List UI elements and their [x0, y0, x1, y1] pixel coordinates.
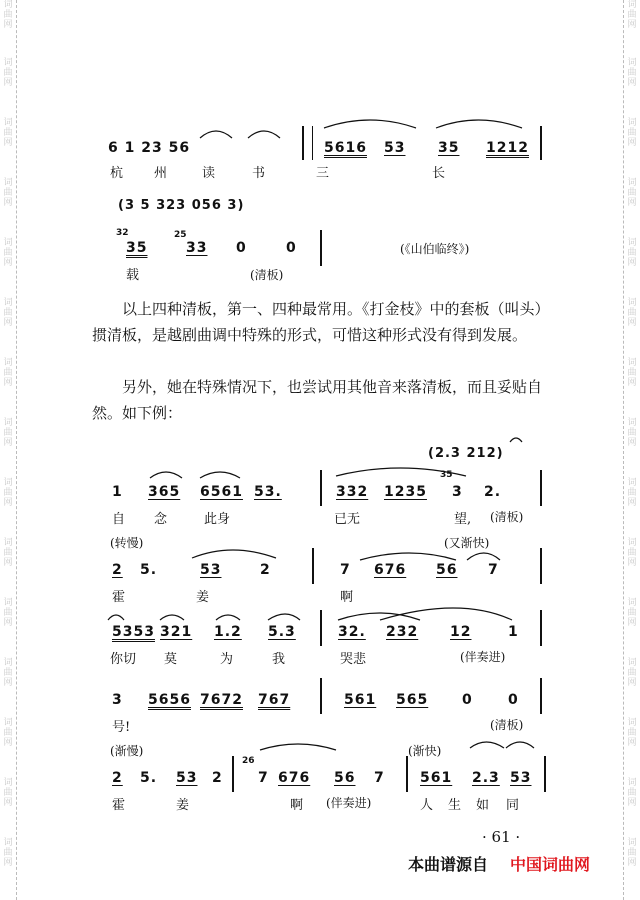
parenthesized-notes: (3 5 323 056 3)	[118, 198, 245, 213]
note: 3	[112, 692, 123, 708]
lyric: 人	[420, 798, 434, 813]
note-group: 6561	[200, 484, 243, 500]
watermark-text: 词曲网	[627, 658, 637, 688]
note-group: 35	[126, 240, 148, 256]
barline	[540, 548, 542, 584]
page-number: · 61 ·	[482, 828, 521, 846]
watermark-text: 词曲网	[3, 418, 13, 448]
watermark-text: 词曲网	[3, 538, 13, 568]
tempo-marking: (转慢)	[110, 536, 144, 550]
parenthesized-notes: (2.3 212)	[428, 446, 504, 461]
watermark-text: 词曲网	[3, 58, 13, 88]
lyric: 载	[126, 268, 140, 283]
note: 1	[112, 484, 123, 500]
note: 7	[258, 770, 269, 786]
note-group: 321	[160, 624, 193, 640]
lyric: 啊	[340, 590, 354, 605]
barline	[544, 756, 546, 792]
watermark-text: 词曲网	[627, 0, 637, 30]
note-group: 32.	[338, 624, 366, 640]
watermark-text: 词曲网	[627, 538, 637, 568]
lyric: 姜	[176, 798, 190, 813]
note-group: 2.3	[472, 770, 500, 786]
watermark-text: 词曲网	[627, 358, 637, 388]
lyric: 霍	[112, 590, 126, 605]
note: 0	[508, 692, 519, 708]
lyric: 莫	[164, 652, 178, 667]
watermark-text: 词曲网	[3, 658, 13, 688]
note-group: 53	[176, 770, 198, 786]
tempo-marking: (渐快)	[408, 744, 442, 758]
note: 5.	[140, 562, 158, 578]
watermark-text: 词曲网	[627, 178, 637, 208]
watermark-text: 词曲网	[627, 598, 637, 628]
watermark-text: 词曲网	[627, 118, 637, 148]
note: 0	[462, 692, 473, 708]
barline	[320, 470, 322, 506]
watermark-text: 词曲网	[627, 418, 637, 448]
watermark-text: 词曲网	[3, 238, 13, 268]
barline	[406, 756, 408, 792]
lyric: 望,	[454, 512, 472, 527]
lyric: 读	[202, 166, 216, 181]
note-group: 7672	[200, 692, 243, 708]
barline	[302, 126, 304, 160]
watermark-text: 词曲网	[627, 298, 637, 328]
note-group: 1.2	[214, 624, 242, 640]
lyric: 州	[154, 166, 168, 181]
watermark-text: 词曲网	[3, 478, 13, 508]
lyric: 你切	[110, 652, 137, 667]
note-group: 561	[420, 770, 453, 786]
lyric: 已无	[334, 512, 361, 527]
note-group: 232	[386, 624, 419, 640]
grace-note: 35	[440, 470, 453, 480]
note-group: 767	[258, 692, 291, 708]
watermark-text: 词曲网	[3, 718, 13, 748]
note: 1	[508, 624, 519, 640]
barline	[320, 230, 322, 266]
lyric: 我	[272, 652, 286, 667]
lyric: 啊	[290, 798, 304, 813]
body-paragraph: 以上四种清板，第一、四种最常用。《打金枝》中的套板（叫头）掼清板，是越剧曲调中特殊的形式，可惜这种形式没有得到发展。	[92, 300, 550, 344]
note-group: 56	[436, 562, 458, 578]
lyric: 为	[220, 652, 234, 667]
lyric: 念	[154, 512, 168, 527]
source-credit	[408, 852, 590, 875]
note: 2.	[484, 484, 502, 500]
watermark-text: 词曲网	[3, 598, 13, 628]
qingban-annotation: (清板)	[490, 510, 524, 524]
note: 7	[374, 770, 385, 786]
note-group: 365	[148, 484, 181, 500]
watermark-text: 词曲网	[627, 718, 637, 748]
piece-reference: (《山伯临终》)	[400, 242, 470, 256]
barline	[312, 126, 313, 160]
note: 2	[112, 770, 123, 786]
lyric: 此身	[204, 512, 231, 527]
note: 2	[212, 770, 223, 786]
note: 7	[340, 562, 351, 578]
lyric: 姜	[196, 590, 210, 605]
note-group: 53	[510, 770, 532, 786]
lyric: 杭	[110, 166, 124, 181]
note-group: 676	[374, 562, 407, 578]
note-group: 53	[384, 140, 406, 156]
watermark-text: 词曲网	[627, 838, 637, 868]
accompaniment-annotation: (伴奏进)	[326, 796, 372, 810]
watermark-text: 词曲网	[3, 778, 13, 808]
lyric: 自	[112, 512, 126, 527]
lyric: 如	[476, 798, 490, 813]
note-group: 5353	[112, 624, 155, 640]
grace-note: 26	[242, 756, 255, 766]
lyric: 生	[448, 798, 462, 813]
tempo-marking: (渐慢)	[110, 744, 144, 758]
watermark-text: 词曲网	[3, 118, 13, 148]
note-group: 561	[344, 692, 377, 708]
watermark-text: 词曲网	[3, 178, 13, 208]
note-group: 332	[336, 484, 369, 500]
barline	[320, 610, 322, 646]
barline	[540, 470, 542, 506]
note-group: 5616	[324, 140, 367, 156]
qingban-annotation: (清板)	[490, 718, 524, 732]
lyric: 书	[252, 166, 266, 181]
accompaniment-annotation: (伴奏进)	[460, 650, 506, 664]
tempo-marking: (又渐快)	[444, 536, 490, 550]
barline	[232, 756, 234, 792]
note: 2	[260, 562, 271, 578]
lyric: 同	[506, 798, 520, 813]
source-label: 本曲谱源自	[408, 855, 489, 874]
barline	[540, 610, 542, 646]
note-group: 1235	[384, 484, 427, 500]
note-group: 33	[186, 240, 208, 256]
note: 0	[286, 240, 297, 256]
body-paragraph: 另外，她在特殊情况下，也尝试用其他音来落清板，而且妥贴自然。如下例：	[92, 378, 543, 422]
note-group: 35	[438, 140, 460, 156]
watermark-text: 词曲网	[3, 838, 13, 868]
note-group: 565	[396, 692, 429, 708]
note: 5.	[140, 770, 158, 786]
watermark-text: 词曲网	[627, 238, 637, 268]
grace-note: 25	[174, 230, 187, 240]
note: 7	[488, 562, 499, 578]
note-group: 53.	[254, 484, 282, 500]
barline	[540, 126, 542, 160]
note-group: 1212	[486, 140, 529, 156]
note: 2	[112, 562, 123, 578]
watermark-text: 词曲网	[3, 358, 13, 388]
lyric: 号!	[112, 720, 131, 735]
source-site-link[interactable]: 中国词曲网	[510, 855, 591, 874]
barline	[540, 678, 542, 714]
barline	[312, 548, 314, 584]
watermark-text: 词曲网	[3, 298, 13, 328]
note-group: 53	[200, 562, 222, 578]
lyric: 霍	[112, 798, 126, 813]
note-group: 5.3	[268, 624, 296, 640]
note-group: 6 1 23 56	[108, 140, 191, 156]
watermark-text: 词曲网	[627, 478, 637, 508]
barline	[320, 678, 322, 714]
qingban-annotation: (清板)	[250, 268, 284, 282]
note-group: 12	[450, 624, 472, 640]
note: 3	[452, 484, 463, 500]
grace-note: 32	[116, 228, 129, 238]
lyric: 三	[316, 166, 330, 181]
watermark-text: 词曲网	[627, 778, 637, 808]
note-group: 56	[334, 770, 356, 786]
lyric: 哭悲	[340, 652, 367, 667]
watermark-text: 词曲网	[3, 0, 13, 30]
note-group: 5656	[148, 692, 191, 708]
lyric: 长	[432, 166, 446, 181]
watermark-text: 词曲网	[627, 58, 637, 88]
note: 0	[236, 240, 247, 256]
note-group: 676	[278, 770, 311, 786]
